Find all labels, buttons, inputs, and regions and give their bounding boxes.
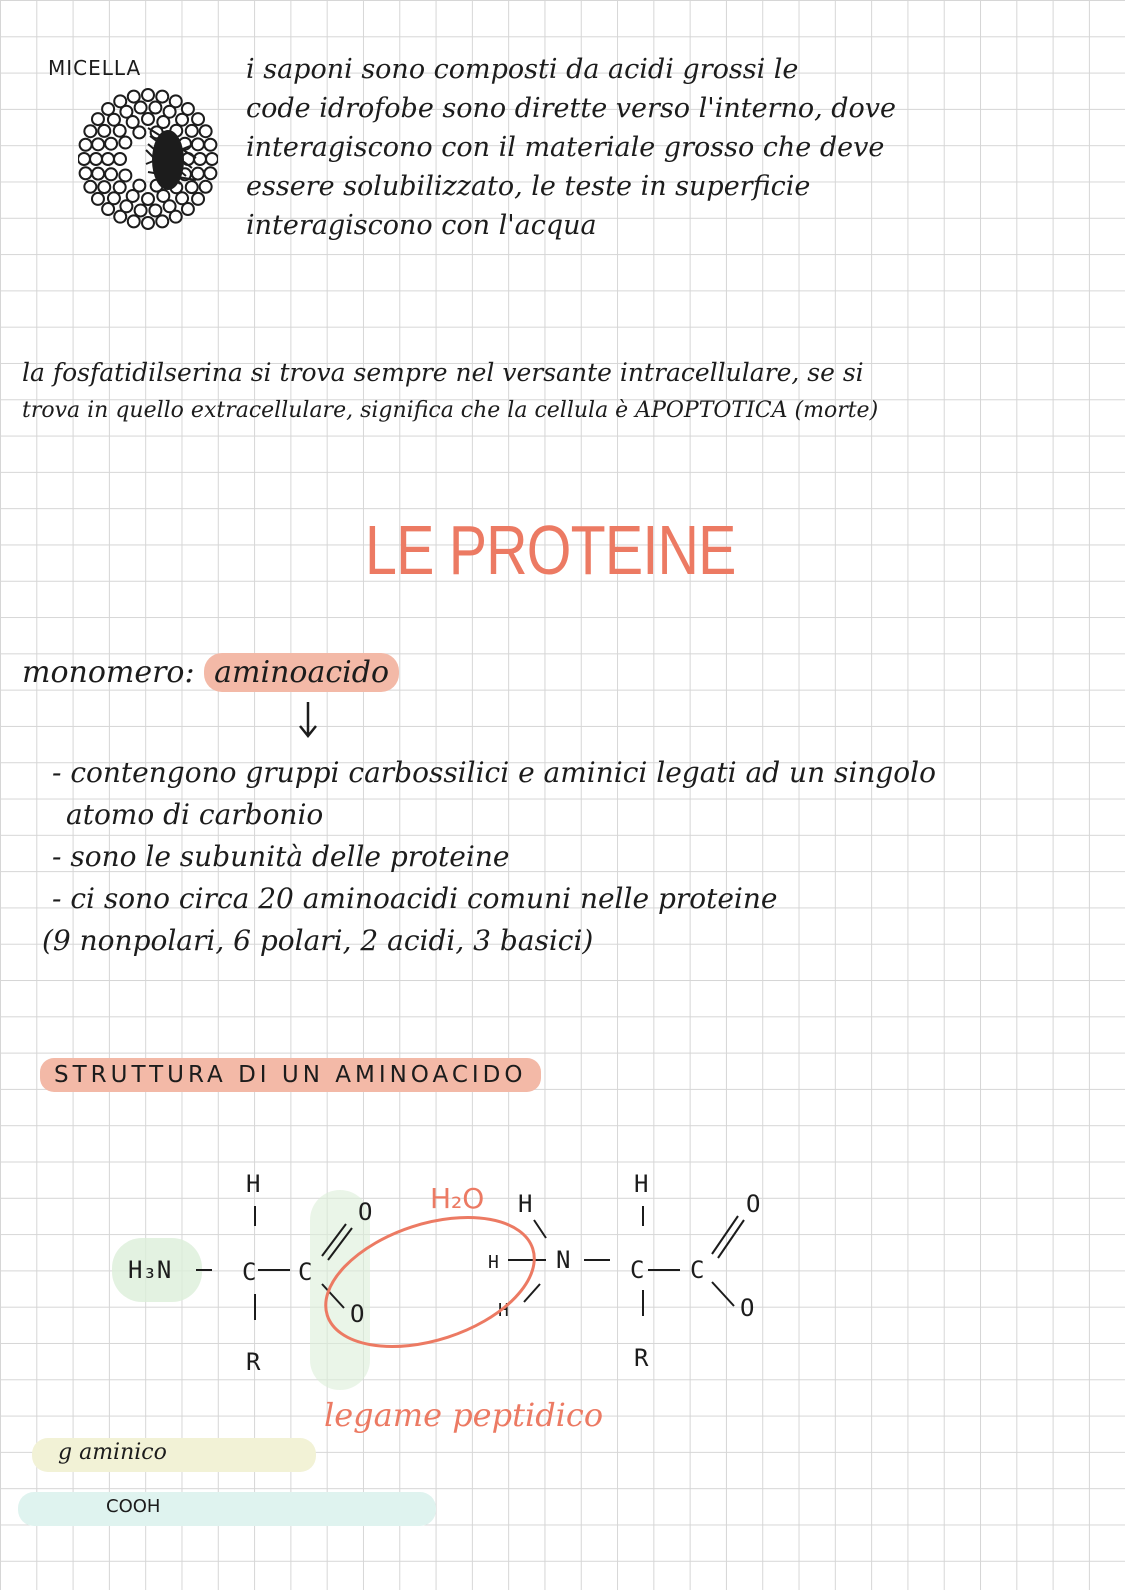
micella-head xyxy=(92,113,104,125)
micella-head xyxy=(192,193,204,205)
micella-paragraph xyxy=(246,50,1106,245)
water-removal-ellipse xyxy=(309,1193,550,1370)
micella-head xyxy=(80,167,92,179)
down-arrow-icon xyxy=(296,700,320,740)
fosfatidil-paragraph xyxy=(22,354,1112,430)
micella-head xyxy=(105,168,117,180)
micella-head xyxy=(156,215,168,227)
micella-head xyxy=(200,181,212,193)
atom-o: O xyxy=(350,1300,365,1328)
micella-head xyxy=(114,125,126,137)
atom-r: R xyxy=(634,1344,649,1372)
micella-head xyxy=(186,181,198,193)
atom-c: C xyxy=(690,1256,705,1284)
atom-h: H xyxy=(488,1252,499,1273)
fosfatidil-line: la fosfatidilserina si trova sempre nel versante intracellulare, se si xyxy=(22,358,864,387)
atom-c: C xyxy=(242,1258,257,1286)
micella-head xyxy=(114,181,126,193)
bullet-line: atomo di carbonio xyxy=(66,798,324,831)
atom-o: O xyxy=(740,1294,755,1322)
micella-head xyxy=(206,153,218,165)
atom-o: O xyxy=(746,1190,761,1218)
micella-head xyxy=(92,138,104,150)
monomero-value: aminoacido xyxy=(204,653,399,692)
micella-line: interagiscono con l'acqua xyxy=(246,210,597,241)
micella-head xyxy=(98,125,110,137)
micella-head xyxy=(135,204,147,216)
monomero-bullets xyxy=(42,752,1092,962)
micella-head xyxy=(186,125,198,137)
monomero-label: monomero: xyxy=(22,655,195,690)
micella-head xyxy=(114,153,126,165)
g-aminico-label: g aminico xyxy=(58,1440,167,1465)
micella-head xyxy=(84,125,96,137)
micella-head xyxy=(149,102,161,114)
atom-h: H xyxy=(498,1300,509,1321)
fosfatidil-line: trova in quello extracellulare, significa che la cellula è APOPTOTICA (morte) xyxy=(22,398,879,423)
legame-caption: legame peptidico xyxy=(324,1396,604,1434)
micella-head xyxy=(142,89,154,101)
micella-line: i saponi sono composti da acidi grossi le xyxy=(246,54,799,85)
micella-head xyxy=(204,167,216,179)
micella-head xyxy=(135,102,147,114)
section-title: LE PROTEINE xyxy=(365,511,736,589)
micella-head xyxy=(204,139,216,151)
micella-head xyxy=(84,181,96,193)
micella-title: MICELLA xyxy=(48,56,142,80)
micella-line: code idrofobe sono dirette verso l'interno, dove xyxy=(246,93,897,124)
micella-head xyxy=(192,113,204,125)
micella-head xyxy=(119,169,131,181)
bullet-line: - ci sono circa 20 aminoacidi comuni nelle proteine xyxy=(52,882,778,915)
atom-h3n: H₃N xyxy=(128,1256,172,1284)
micella-line: essere solubilizzato, le teste in superficie xyxy=(246,171,811,202)
micella-head xyxy=(133,180,145,192)
atom-r: R xyxy=(246,1348,261,1376)
micella-head xyxy=(133,126,145,138)
atom-h: H xyxy=(518,1190,533,1218)
amino-acid-structure xyxy=(100,1160,800,1400)
micella-head xyxy=(80,139,92,151)
atom-n: N xyxy=(556,1246,571,1274)
micella-head xyxy=(128,215,140,227)
bullet-line: (9 nonpolari, 6 polari, 2 acidi, 3 basici) xyxy=(42,924,594,957)
cooh-highlight xyxy=(18,1492,436,1526)
micella-head xyxy=(92,168,104,180)
micella-head xyxy=(78,153,90,165)
micella-head xyxy=(156,91,168,103)
micella-head xyxy=(200,125,212,137)
cooh-label: COOH xyxy=(106,1496,161,1517)
atom-o: O xyxy=(358,1198,373,1226)
micella-head xyxy=(128,91,140,103)
micella-head xyxy=(142,193,154,205)
micella-head xyxy=(194,153,206,165)
atom-h: H xyxy=(246,1170,261,1198)
struttura-title: STRUTTURA DI UN AMINOACIDO xyxy=(40,1058,541,1092)
micella-head xyxy=(98,181,110,193)
micella-head xyxy=(105,138,117,150)
micella-head xyxy=(92,193,104,205)
atom-c: C xyxy=(298,1258,313,1286)
micella-head xyxy=(90,153,102,165)
micella-head xyxy=(142,217,154,229)
micella-head xyxy=(142,113,154,125)
h2o-label: H₂O xyxy=(430,1182,485,1215)
micella-head xyxy=(102,153,114,165)
atom-c: C xyxy=(630,1256,645,1284)
micella-head xyxy=(192,168,204,180)
micella-illustration xyxy=(78,88,218,230)
bullet-line: - contengono gruppi carbossilici e aminici legati ad un singolo xyxy=(52,756,936,789)
bullet-line: - sono le subunità delle proteine xyxy=(52,840,510,873)
atom-h: H xyxy=(634,1170,649,1198)
micella-head xyxy=(192,138,204,150)
micella-head xyxy=(149,204,161,216)
monomero-row xyxy=(22,655,399,690)
micella-line: interagiscono con il materiale grosso che deve xyxy=(246,132,885,163)
micella-head xyxy=(119,137,131,149)
